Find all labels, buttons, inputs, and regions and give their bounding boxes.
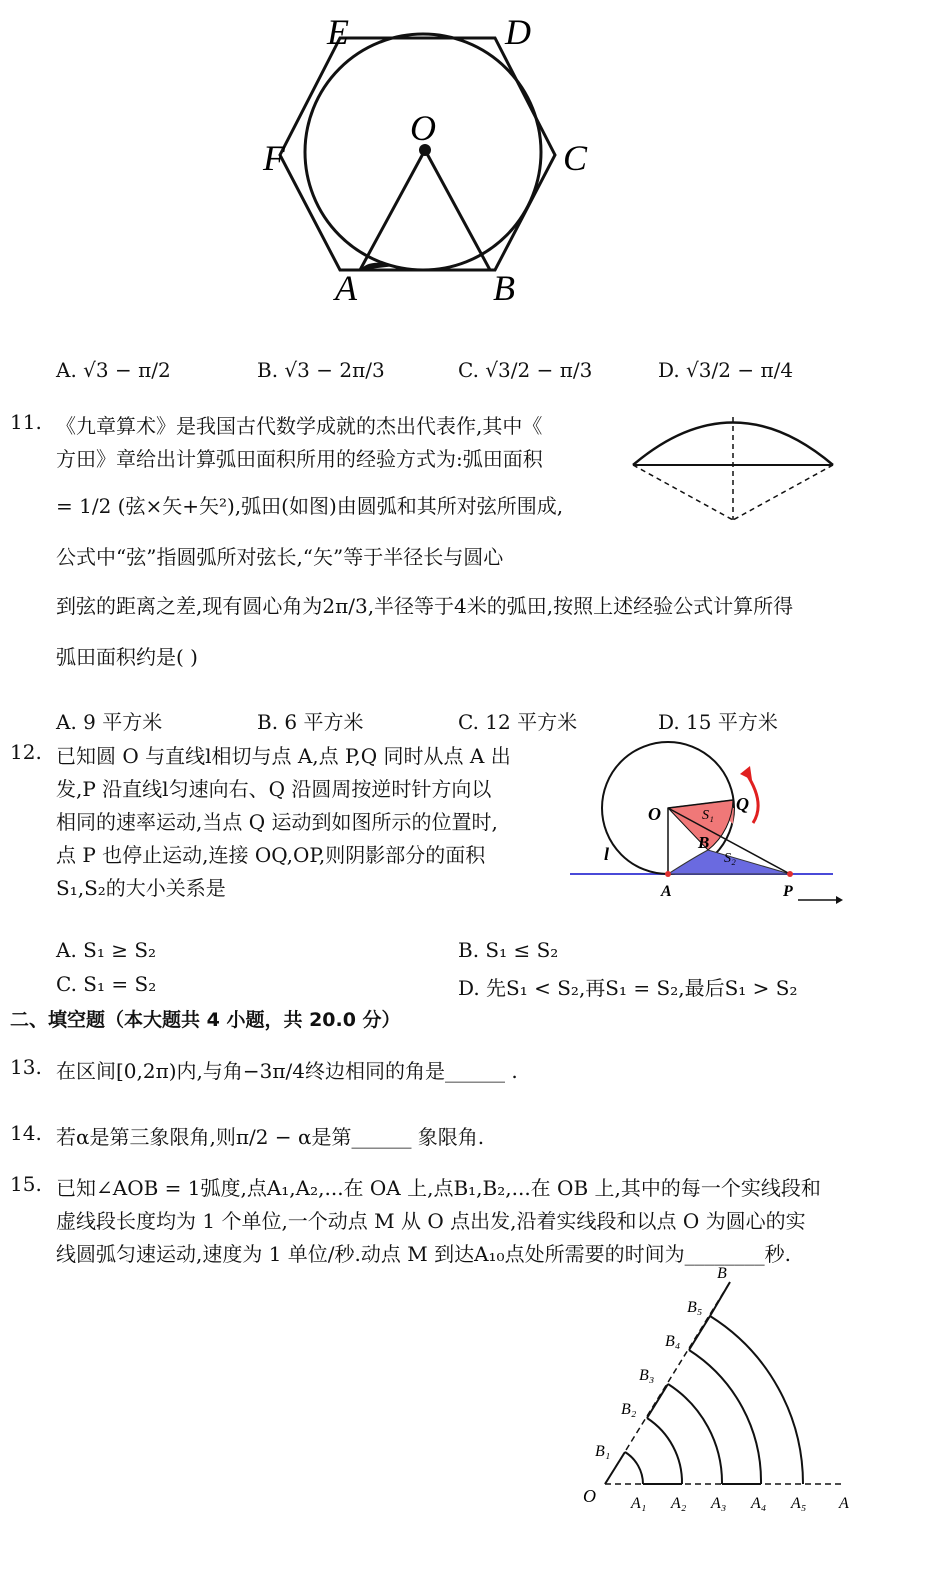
q12-option-a: A. S₁ ≥ S₂ — [56, 938, 157, 962]
label-B2: B₂ — [621, 1401, 637, 1418]
label-A: A — [839, 1495, 849, 1512]
q10-option-b: B. √3 − 2π/3 — [257, 358, 385, 382]
label-A3: A₃ — [711, 1495, 727, 1512]
q12-line-5: S₁,S₂的大小关系是 — [56, 876, 226, 900]
label-C: C — [563, 138, 588, 178]
q15-number: 15. — [10, 1172, 42, 1196]
hexagon-circle-figure — [255, 0, 615, 310]
label-Q: Q — [736, 794, 749, 814]
q12-number: 12. — [10, 740, 42, 764]
label-A: A — [661, 883, 672, 900]
q11-line-3: = 1/2 (弦×矢+矢²),弧田(如图)由圆弧和其所对弦所围成, — [56, 494, 564, 518]
q12-line-2: 发,P 沿直线l匀速向右、Q 沿圆周按逆时针方向以 — [56, 777, 492, 801]
label-B5: B₅ — [687, 1299, 703, 1316]
q12-option-d: D. 先S₁ < S₂,再S₁ = S₂,最后S₁ > S₂ — [458, 976, 798, 1000]
q12-line-1: 已知圆 O 与直线l相切与点 A,点 P,Q 同时从点 A 出 — [56, 744, 511, 768]
label-A1: A₁ — [631, 1495, 647, 1512]
q12-line-3: 相同的速率运动,当点 Q 运动到如图所示的位置时, — [56, 810, 498, 834]
q11-number: 11. — [10, 410, 42, 434]
q14-number: 14. — [10, 1121, 42, 1145]
label-B: B — [698, 833, 710, 852]
angle-arcs-figure — [575, 1262, 865, 1522]
q11-line-4: 公式中“弦”指圆弧所对弦长,“矢”等于半径长与圆心 — [56, 545, 504, 569]
q11-option-b: B. 6 平方米 — [257, 710, 364, 734]
q13-text: 在区间[0,2π)内,与角−3π/4终边相同的角是______ . — [56, 1059, 518, 1083]
q15-line-2: 虚线段长度均为 1 个单位,一个动点 M 从 O 点出发,沿着实线段和以点 O 为圆心的实 — [56, 1209, 806, 1233]
q15-line-3: 线圆弧匀速运动,速度为 1 单位/秒.动点 M 到达A₁₀点处所需要的时间为________秒. — [56, 1242, 791, 1266]
label-S2: S₂ — [724, 851, 736, 866]
label-O: O — [410, 108, 436, 148]
label-P: P — [783, 883, 793, 900]
q10-option-c: C. √3/2 − π/3 — [458, 358, 593, 382]
label-O: O — [583, 1486, 596, 1506]
label-A2: A₂ — [671, 1495, 687, 1512]
q12-option-c: C. S₁ = S₂ — [56, 972, 157, 996]
label-B4: B₄ — [665, 1333, 681, 1350]
q11-option-a: A. 9 平方米 — [56, 710, 163, 734]
label-A5: A₅ — [791, 1495, 807, 1512]
q11-option-d: D. 15 平方米 — [658, 710, 778, 734]
q11-option-c: C. 12 平方米 — [458, 710, 578, 734]
label-O: O — [648, 804, 661, 824]
label-F: F — [263, 138, 285, 178]
section-heading: 二、填空题（本大题共 4 小题，共 20.0 分） — [10, 1009, 401, 1031]
q11-line-1: 《九章算术》是我国古代数学成就的杰出代表作,其中《 — [56, 414, 543, 438]
q10-option-a: A. √3 − π/2 — [56, 358, 171, 382]
label-S1: S₁ — [702, 808, 714, 823]
q11-line-5: 到弦的距离之差,现有圆心角为2π/3,半径等于4米的弧田,按照上述经验公式计算所得 — [56, 594, 794, 618]
q13-number: 13. — [10, 1055, 42, 1079]
q11-line-2: 方田》章给出计算弧田面积所用的经验方式为:弧田面积 — [56, 447, 543, 471]
label-E: E — [327, 12, 349, 52]
circle-tangent-figure — [568, 738, 843, 908]
label-B3: B₃ — [639, 1367, 655, 1384]
q15-line-1: 已知∠AOB = 1弧度,点A₁,A₂,...在 OA 上,点B₁,B₂,...在 OB 上,其中的每一个实线段和 — [56, 1176, 821, 1200]
q14-text: 若α是第三象限角,则π/2 − α是第______ 象限角. — [56, 1125, 485, 1149]
label-A: A — [335, 268, 357, 308]
label-D: D — [505, 12, 531, 52]
label-A4: A₄ — [751, 1495, 767, 1512]
label-B1: B₁ — [595, 1443, 611, 1460]
label-B: B — [717, 1265, 727, 1282]
label-B: B — [493, 268, 515, 308]
arc-field-figure — [628, 410, 838, 530]
q12-line-4: 点 P 也停止运动,连接 OQ,OP,则阴影部分的面积 — [56, 843, 486, 867]
label-l: l — [604, 844, 610, 864]
q11-line-6: 弧田面积约是( ) — [56, 645, 198, 669]
q12-option-b: B. S₁ ≤ S₂ — [458, 938, 559, 962]
q10-option-d: D. √3/2 − π/4 — [658, 358, 794, 382]
